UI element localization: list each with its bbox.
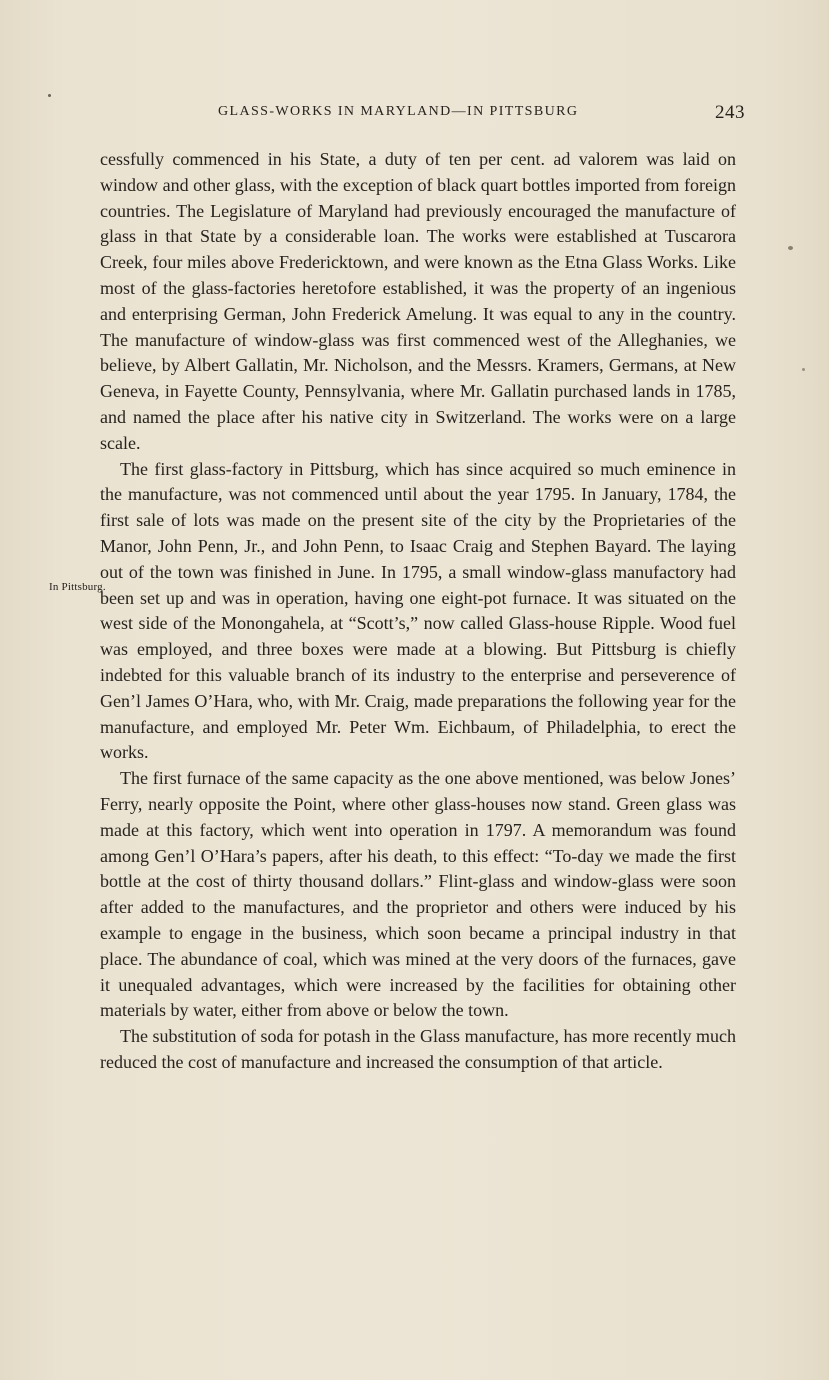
body-text (100, 147, 736, 1257)
paper-speck (48, 94, 51, 97)
page-header (0, 104, 829, 128)
paper-speck (788, 246, 793, 250)
paper-speck (802, 368, 805, 371)
paragraph: The substitution of soda for potash in the Glass manufacture, has more recently much reduced the cost of manufacture and increased the consumption of that article. (100, 1026, 736, 1072)
page-number: 243 (715, 102, 745, 123)
margin-note: In Pittsburg. (49, 581, 106, 593)
running-title: GLASS-WORKS IN MARYLAND—IN PITTSBURG (218, 104, 579, 119)
paragraph: The first glass-factory in Pittsburg, which has since acquired so much eminence in the manufacture, was not commenced until about the year 1795. In January, 1784, the first sale of lots was made on the present site of the city by the Proprietaries of the Manor, John Penn, Jr., and John Penn, to Isaac Craig and Stephen Bayard. The laying out of the town was finished in June. In 1795, a small window-glass manufactory had been set up and was in operation, having one eight-pot furnace. It was situated on the west side of the Monongahela, at “Scott’s,” now called Glass-house Ripple. Wood fuel was employed, and three boxes were made at a blowing. But Pittsburg is chiefly indebted for this valuable branch of its industry to the enterprise and perseverence of Gen’l James O’Hara, who, with Mr. Craig, made preparations the following year for the manufacture, and employed Mr. Peter Wm. Eichbaum, of Philadelphia, to erect the works. (100, 458, 736, 763)
paragraph: The first furnace of the same capacity as the one above mentioned, was below Jones’ Ferry, nearly opposite the Point, where other glass-houses now stand. Green glass was made at this factory, which went into operation in 1797. A memorandum was found among Gen’l O’Hara’s papers, after his death, to this effect: “To-day we made the first bottle at the cost of thirty thousand dollars.” Flint-glass and window-glass were soon after added to the manufactures, and the proprietor and others were induced by his example to engage in the business, which soon became a principal industry in that place. The abundance of coal, which was mined at the very doors of the furnaces, gave it unequaled advantages, which were increased by the facilities for obtaining other materials by water, either from above or below the town. (100, 768, 736, 1021)
paragraph: cessfully commenced in his State, a duty of ten per cent. ad valorem was laid on window and other glass, with the exception of black quart bottles imported from foreign countries. The Legislature of Maryland had previously encouraged the manufacture of glass in that State by a considerable loan. The works were established at Tuscarora Creek, four miles above Fredericktown, and were known as the Etna Glass Works. Like most of the glass-factories heretofore established, it was the property of an ingenious and enterprising German, John Frederick Amelung. It was equal to any in the country. The manufacture of window-glass was first commenced west of the Alleghanies, we believe, by Albert Gallatin, Mr. Nicholson, and the Messrs. Kramers, Germans, at New Geneva, in Fayette County, Pennsylvania, where Mr. Gallatin purchased lands in 1785, and named the place after his native city in Switzerland. The works were on a large scale. (100, 149, 736, 453)
